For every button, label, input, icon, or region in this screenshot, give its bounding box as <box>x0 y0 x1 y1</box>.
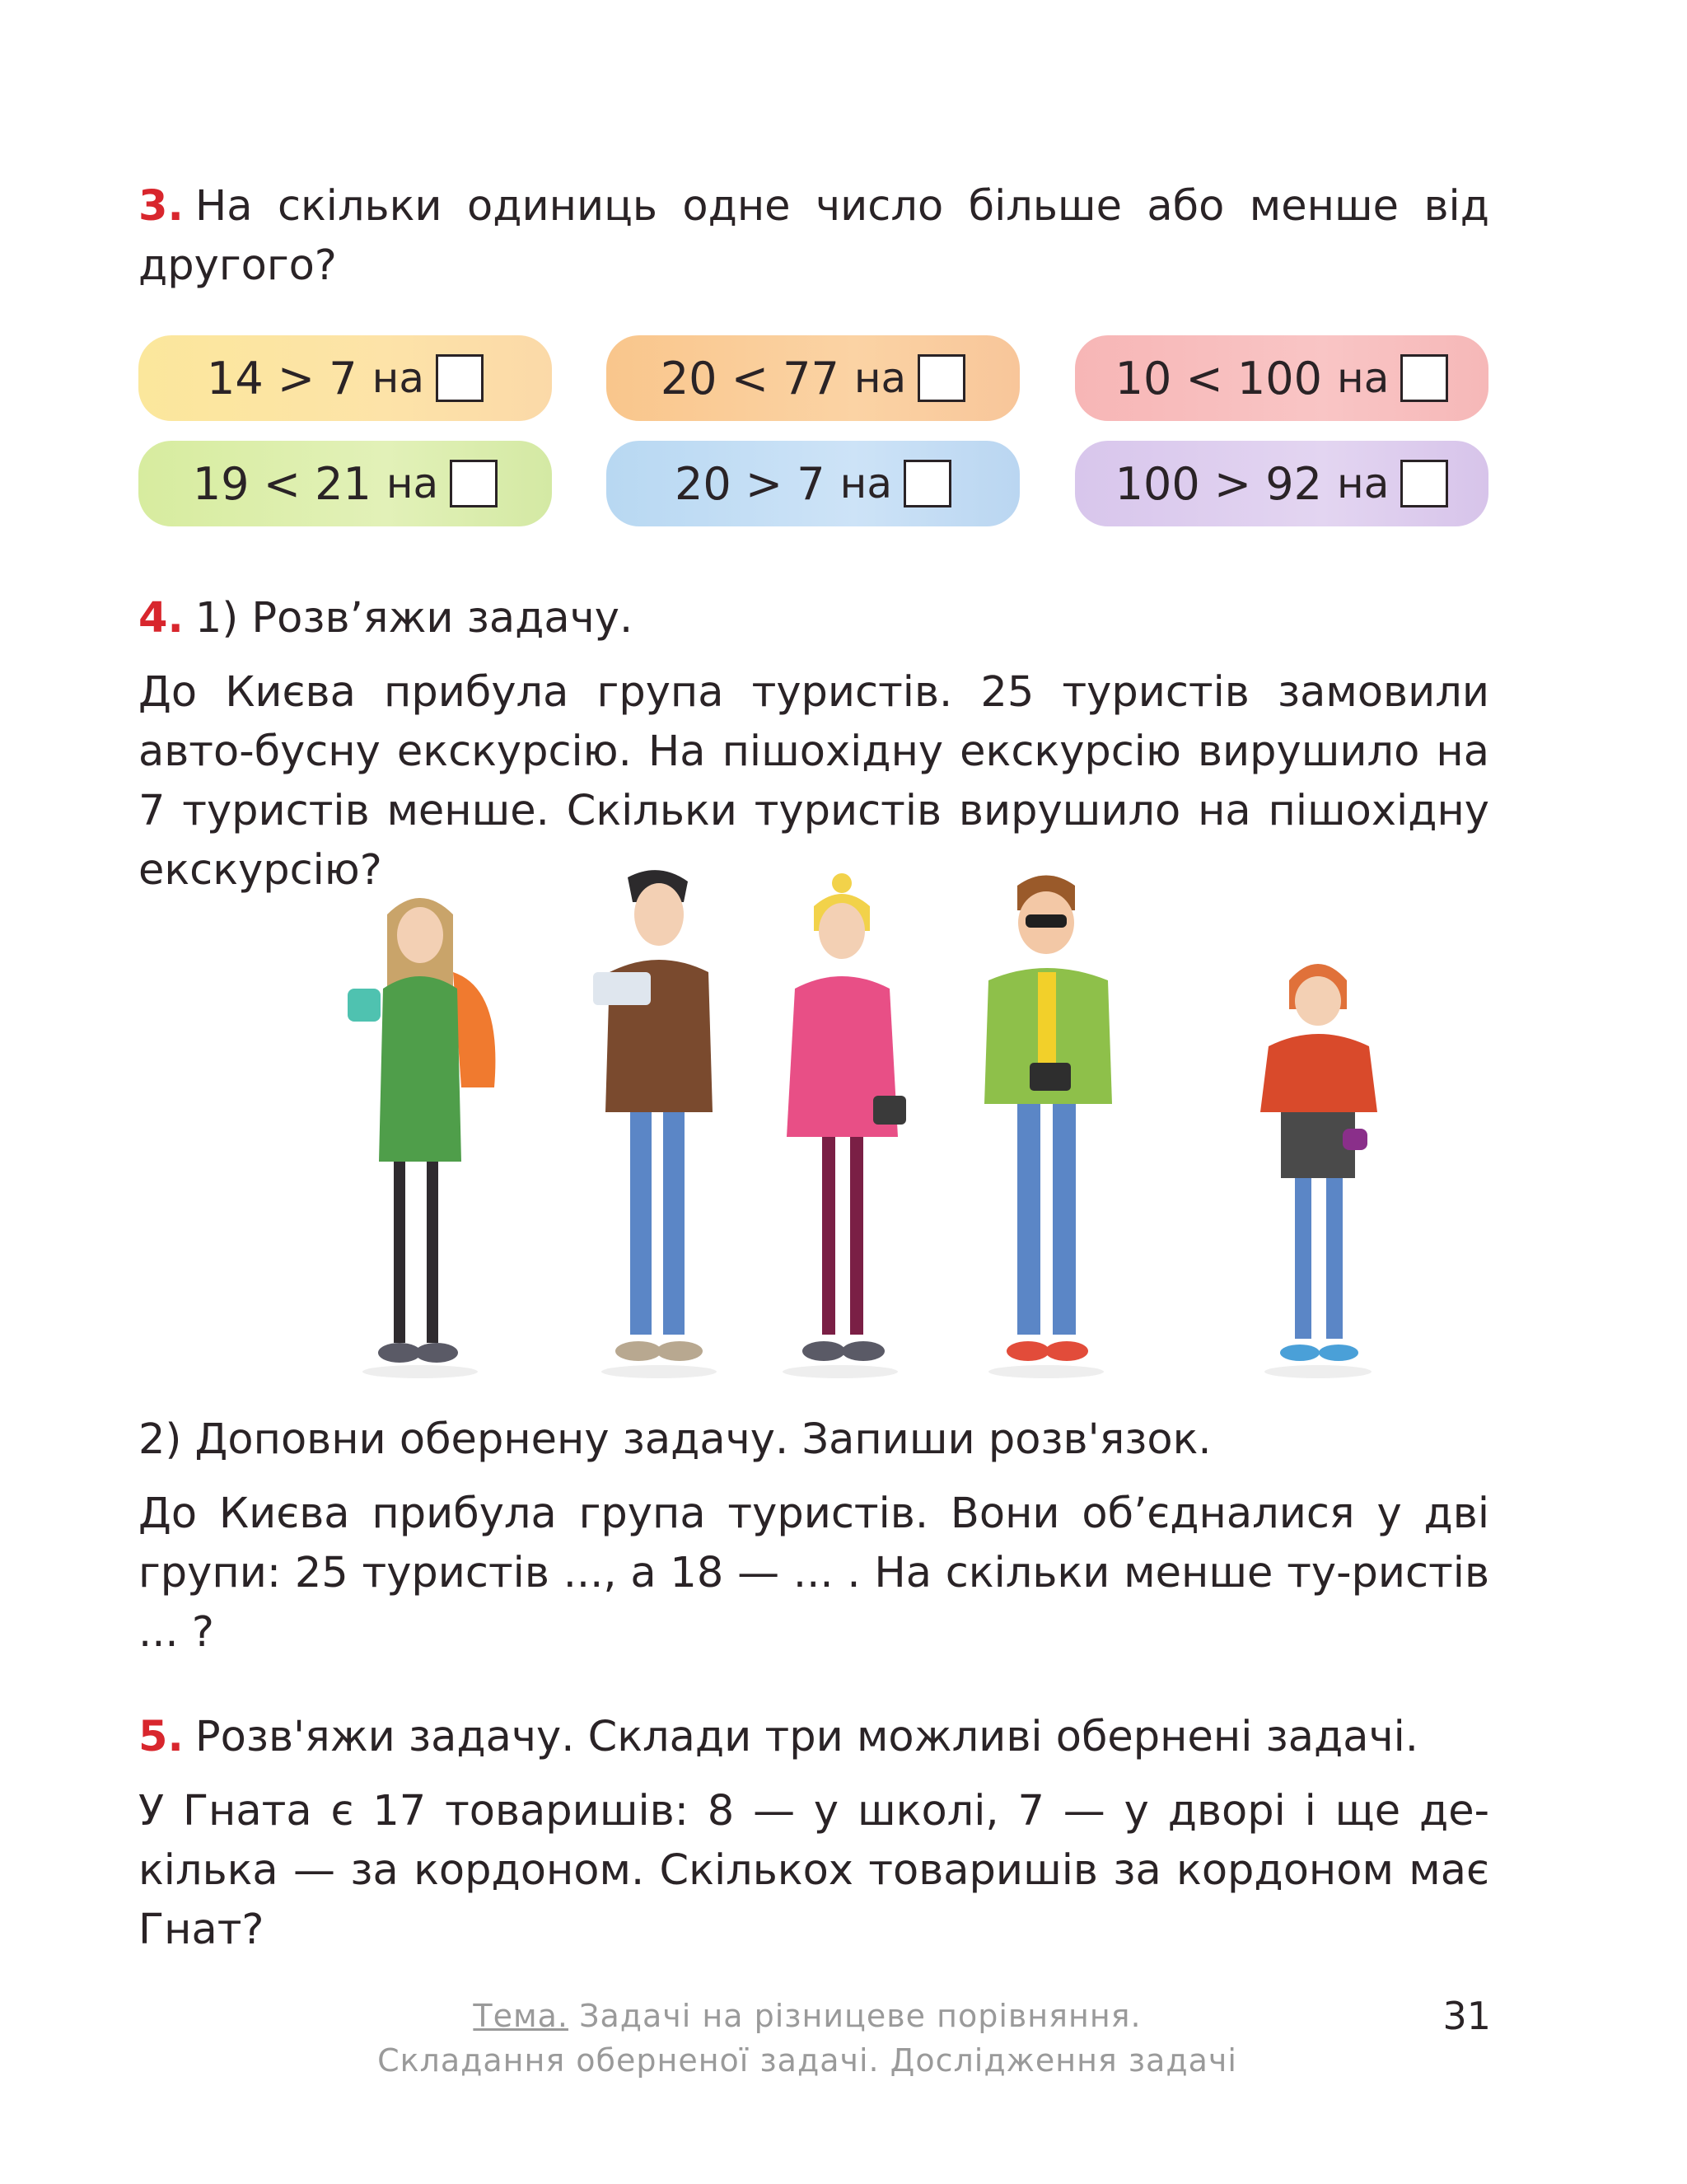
comparison-item-6 <box>1075 441 1488 526</box>
comparison-expression: 14 > 7 <box>207 352 357 405</box>
task-5 <box>138 1708 1489 1960</box>
answer-box[interactable] <box>1400 354 1448 402</box>
tourist-man-camera-figure <box>984 876 1112 1379</box>
tourist-girl-backpack-figure <box>348 898 495 1378</box>
comparison-word: на <box>853 354 907 402</box>
answer-box[interactable] <box>436 354 484 402</box>
answer-box[interactable] <box>1400 460 1448 507</box>
task-5-label: Розв'яжи задачу. Склади три можливі обернені задачі. <box>194 1713 1419 1761</box>
page-number: 31 <box>1442 1994 1491 2038</box>
task-4-part-1-label: 1) Розв’яжи задачу. <box>194 594 633 643</box>
comparison-expression: 20 > 7 <box>675 457 825 510</box>
task-4-part-2-text: До Києва прибула група туристів. Вони об’єдналися у дві групи: 25 туристів ..., а 18 — ... . На скільки менше ту-ристів ... ? <box>138 1490 1489 1657</box>
task-5-text: У Гната є 17 товаришів: 8 — у школі, 7 — у дворі і ще де-кілька — за кордоном. Скількох товаришів за кордоном має Гнат? <box>138 1787 1489 1954</box>
comparison-item-3 <box>1075 335 1488 421</box>
comparison-item-4 <box>138 441 552 526</box>
comparison-word: на <box>372 354 424 402</box>
task-5-number: 5. <box>138 1713 184 1761</box>
comparison-item-5 <box>606 441 1020 526</box>
comparison-word: на <box>1337 460 1390 507</box>
task-3-number: 3. <box>138 182 184 231</box>
task-3-question <box>138 177 1489 296</box>
answer-box[interactable] <box>904 460 951 507</box>
tourists-illustration <box>329 865 1450 1384</box>
comparison-expression: 19 < 21 <box>192 457 372 510</box>
comparison-word: на <box>839 460 892 507</box>
comparison-expression: 10 < 100 <box>1115 352 1322 405</box>
topic-line-1: Задачі на різницеве порівняння. <box>579 1998 1142 2034</box>
topic-line-2: Складання оберненої задачі. Дослідження задачі <box>377 2042 1237 2079</box>
comparison-item-2 <box>606 335 1020 421</box>
task-4-number: 4. <box>138 594 184 643</box>
task-4-part-2-label: 2) Доповни обернену задачу. Запиши розв'язок. <box>138 1415 1212 1464</box>
tourist-boy-tablet-figure <box>593 870 717 1378</box>
answer-box[interactable] <box>918 354 965 402</box>
task-3-question-text: На скільки одиниць одне число більше або менше від другого? <box>138 182 1489 290</box>
comparison-word: на <box>1337 354 1390 402</box>
task-4-part-1-text: До Києва прибула група туристів. 25 туристів замовили авто-бусну екскурсію. На пішохідну екскурсію вирушило на 7 туристів менше. Скільки туристів вирушило на пішохідну екскурсію? <box>138 668 1489 895</box>
comparison-expression: 20 < 77 <box>660 352 839 405</box>
comparison-expression: 100 > 92 <box>1115 457 1322 510</box>
tourist-small-girl-figure <box>1260 964 1377 1378</box>
tourist-girl-pink-coat-figure <box>783 873 906 1378</box>
task-4-part-2 <box>138 1410 1489 1663</box>
topic-label: Тема. <box>473 1998 568 2034</box>
task-4-part-1 <box>138 589 1489 900</box>
answer-box[interactable] <box>450 460 498 507</box>
comparison-item-1 <box>138 335 552 421</box>
comparison-word: на <box>386 460 439 507</box>
footer-topic <box>329 1994 1285 2083</box>
